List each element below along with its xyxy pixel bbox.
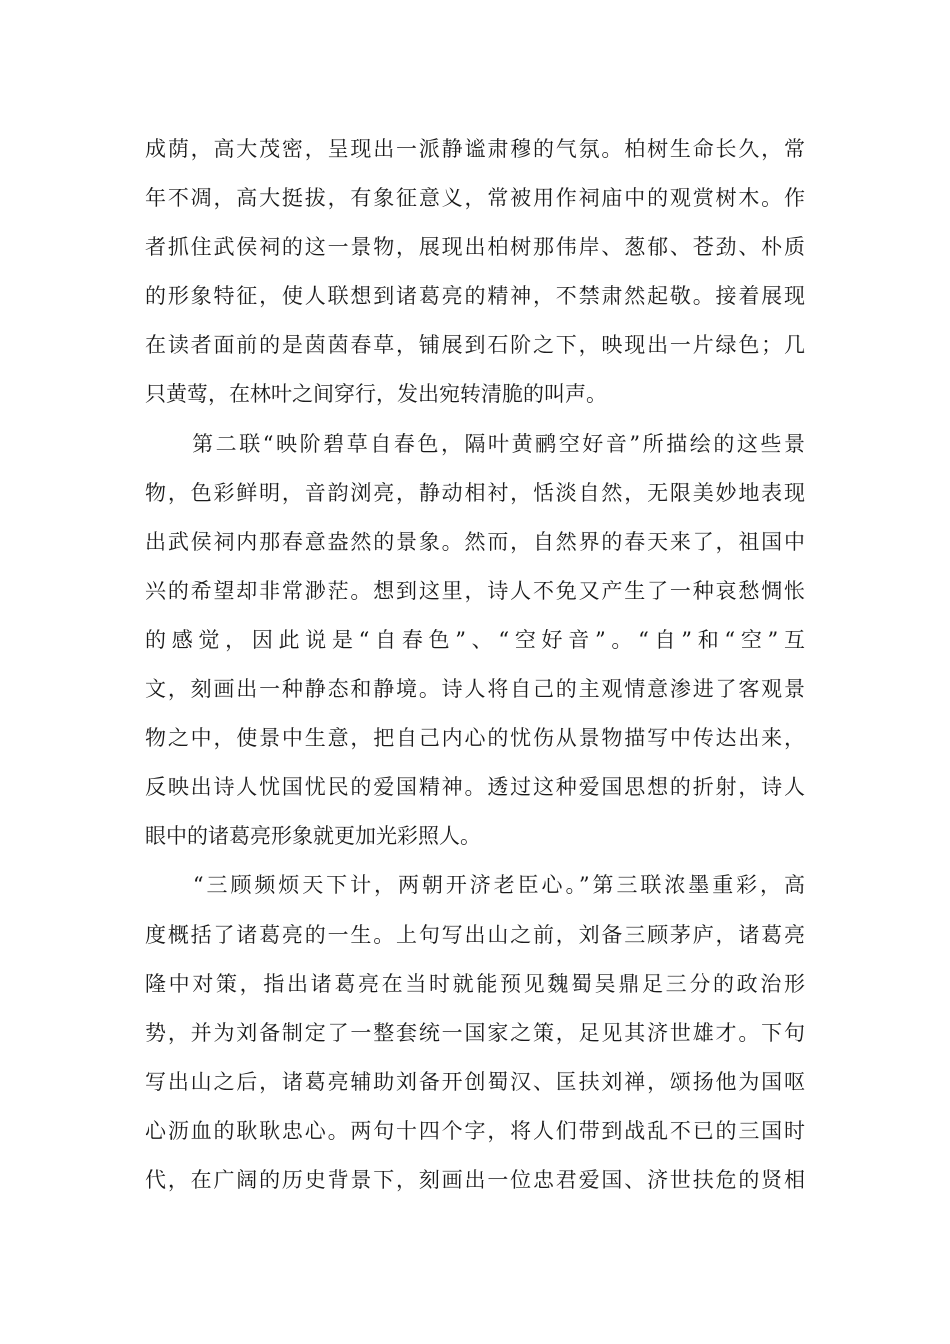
text-line: 第二联“映阶碧草自春色，隔叶黄鹂空好音”所描绘的这些景	[145, 431, 805, 456]
text-line: 者抓住武侯祠的这一景物，展现出柏树那伟岸、葱郁、苍劲、朴质	[145, 235, 805, 260]
text-line: 代，在广阔的历史背景下，刻画出一位忠君爱国、济世扶危的贤相	[145, 1167, 805, 1192]
text-line: 的形象特征，使人联想到诸葛亮的精神，不禁肃然起敬。接着展现	[145, 284, 805, 309]
text-line: 度概括了诸葛亮的一生。上句写出山之前，刘备三顾茅庐，诸葛亮	[145, 922, 805, 947]
text-line: 物，色彩鲜明，音韵浏亮，静动相衬，恬淡自然，无限美妙地表现	[145, 480, 805, 505]
text-line: 物之中，使景中生意，把自己内心的忧伤从景物描写中传达出来，	[145, 726, 805, 751]
text-line: 势，并为刘备制定了一整套统一国家之策，足见其济世雄才。下句	[145, 1020, 805, 1045]
text-line: 写出山之后，诸葛亮辅助刘备开创蜀汉、匡扶刘禅，颂扬他为国呕	[145, 1069, 805, 1094]
text-line: 出武侯祠内那春意盎然的景象。然而，自然界的春天来了，祖国中	[145, 529, 805, 554]
text-line: 年不凋，高大挺拔，有象征意义，常被用作祠庙中的观赏树木。作	[145, 186, 805, 211]
text-line: 在读者面前的是茵茵春草，铺展到石阶之下，映现出一片绿色；几	[145, 333, 805, 358]
text-line: 眼中的诸葛亮形象就更加光彩照人。	[145, 824, 481, 849]
text-line: “三顾频烦天下计，两朝开济老臣心。”第三联浓墨重彩，高	[145, 873, 805, 898]
text-line: 成荫，高大茂密，呈现出一派静谧肃穆的气氛。柏树生命长久，常	[145, 137, 805, 161]
text-line: 心沥血的耿耿忠心。两句十四个字，将人们带到战乱不已的三国时	[145, 1118, 805, 1143]
text-line: 隆中对策，指出诸葛亮在当时就能预见魏蜀吴鼎足三分的政治形	[145, 971, 805, 996]
text-line: 兴的希望却非常渺茫。想到这里，诗人不免又产生了一种哀愁惆怅	[145, 578, 805, 603]
text-line: 反映出诗人忧国忧民的爱国精神。透过这种爱国思想的折射，诗人	[145, 775, 805, 800]
document-body	[145, 125, 805, 1205]
text-line: 的感觉，因此说是“自春色”、“空好音”。“自”和“空”互	[145, 627, 805, 652]
text-line: 文，刻画出一种静态和静境。诗人将自己的主观情意渗进了客观景	[145, 677, 805, 702]
text-line: 只黄莺，在林叶之间穿行，发出宛转清脆的叫声。	[145, 382, 607, 407]
